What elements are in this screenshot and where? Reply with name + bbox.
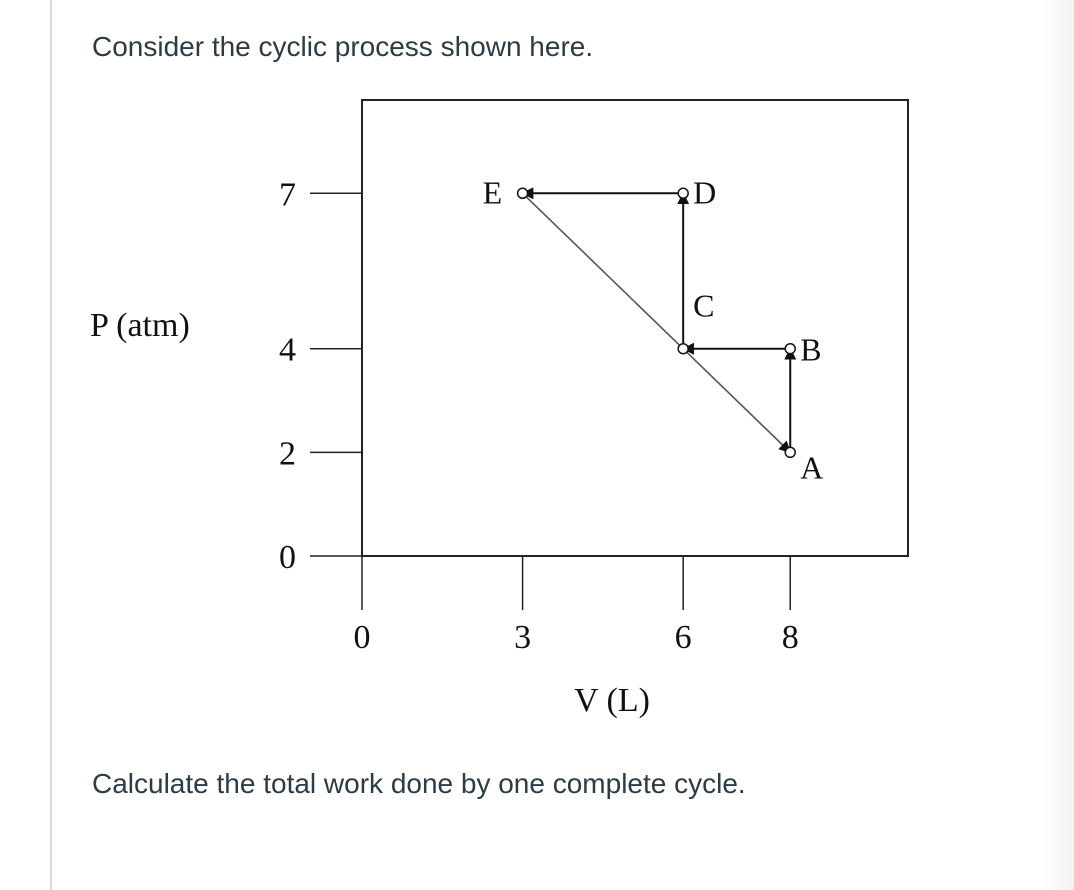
ticks-layer	[279, 176, 799, 656]
question-prompt: Calculate the total work done by one complete cycle.	[92, 768, 746, 799]
scroll-gutter	[1042, 0, 1074, 890]
x-tick-label-3: 3	[514, 619, 532, 656]
state-label-A: A	[800, 449, 824, 486]
state-point-D	[678, 188, 688, 198]
points-layer	[483, 174, 824, 485]
x-axis-title: V (L)	[574, 682, 650, 719]
x-tick-label-6: 6	[674, 619, 692, 656]
state-point-B	[785, 344, 795, 354]
state-label-D: D	[693, 174, 717, 211]
x-tick-label-8: 8	[781, 619, 799, 656]
state-label-C: C	[693, 287, 715, 324]
y-axis-title: P (atm)	[90, 307, 190, 344]
y-tick-label-0: 0	[279, 539, 296, 576]
question-intro: Consider the cyclic process shown here.	[92, 31, 594, 62]
cycle-layer	[523, 193, 791, 452]
x-tick-label-0: 0	[353, 619, 371, 656]
axes-layer	[362, 100, 908, 556]
y-tick-label-2: 2	[279, 435, 296, 473]
state-point-C	[678, 344, 688, 354]
content-left-rule	[50, 0, 52, 890]
state-label-B: B	[800, 331, 822, 368]
state-point-A	[785, 447, 795, 457]
pv-diagram	[60, 80, 960, 740]
state-label-E: E	[482, 174, 503, 211]
state-point-E	[518, 188, 528, 198]
y-tick-label-7: 7	[279, 176, 296, 214]
segment-E-A	[523, 193, 791, 452]
plot-frame	[362, 100, 908, 556]
y-tick-label-4: 4	[279, 331, 296, 369]
